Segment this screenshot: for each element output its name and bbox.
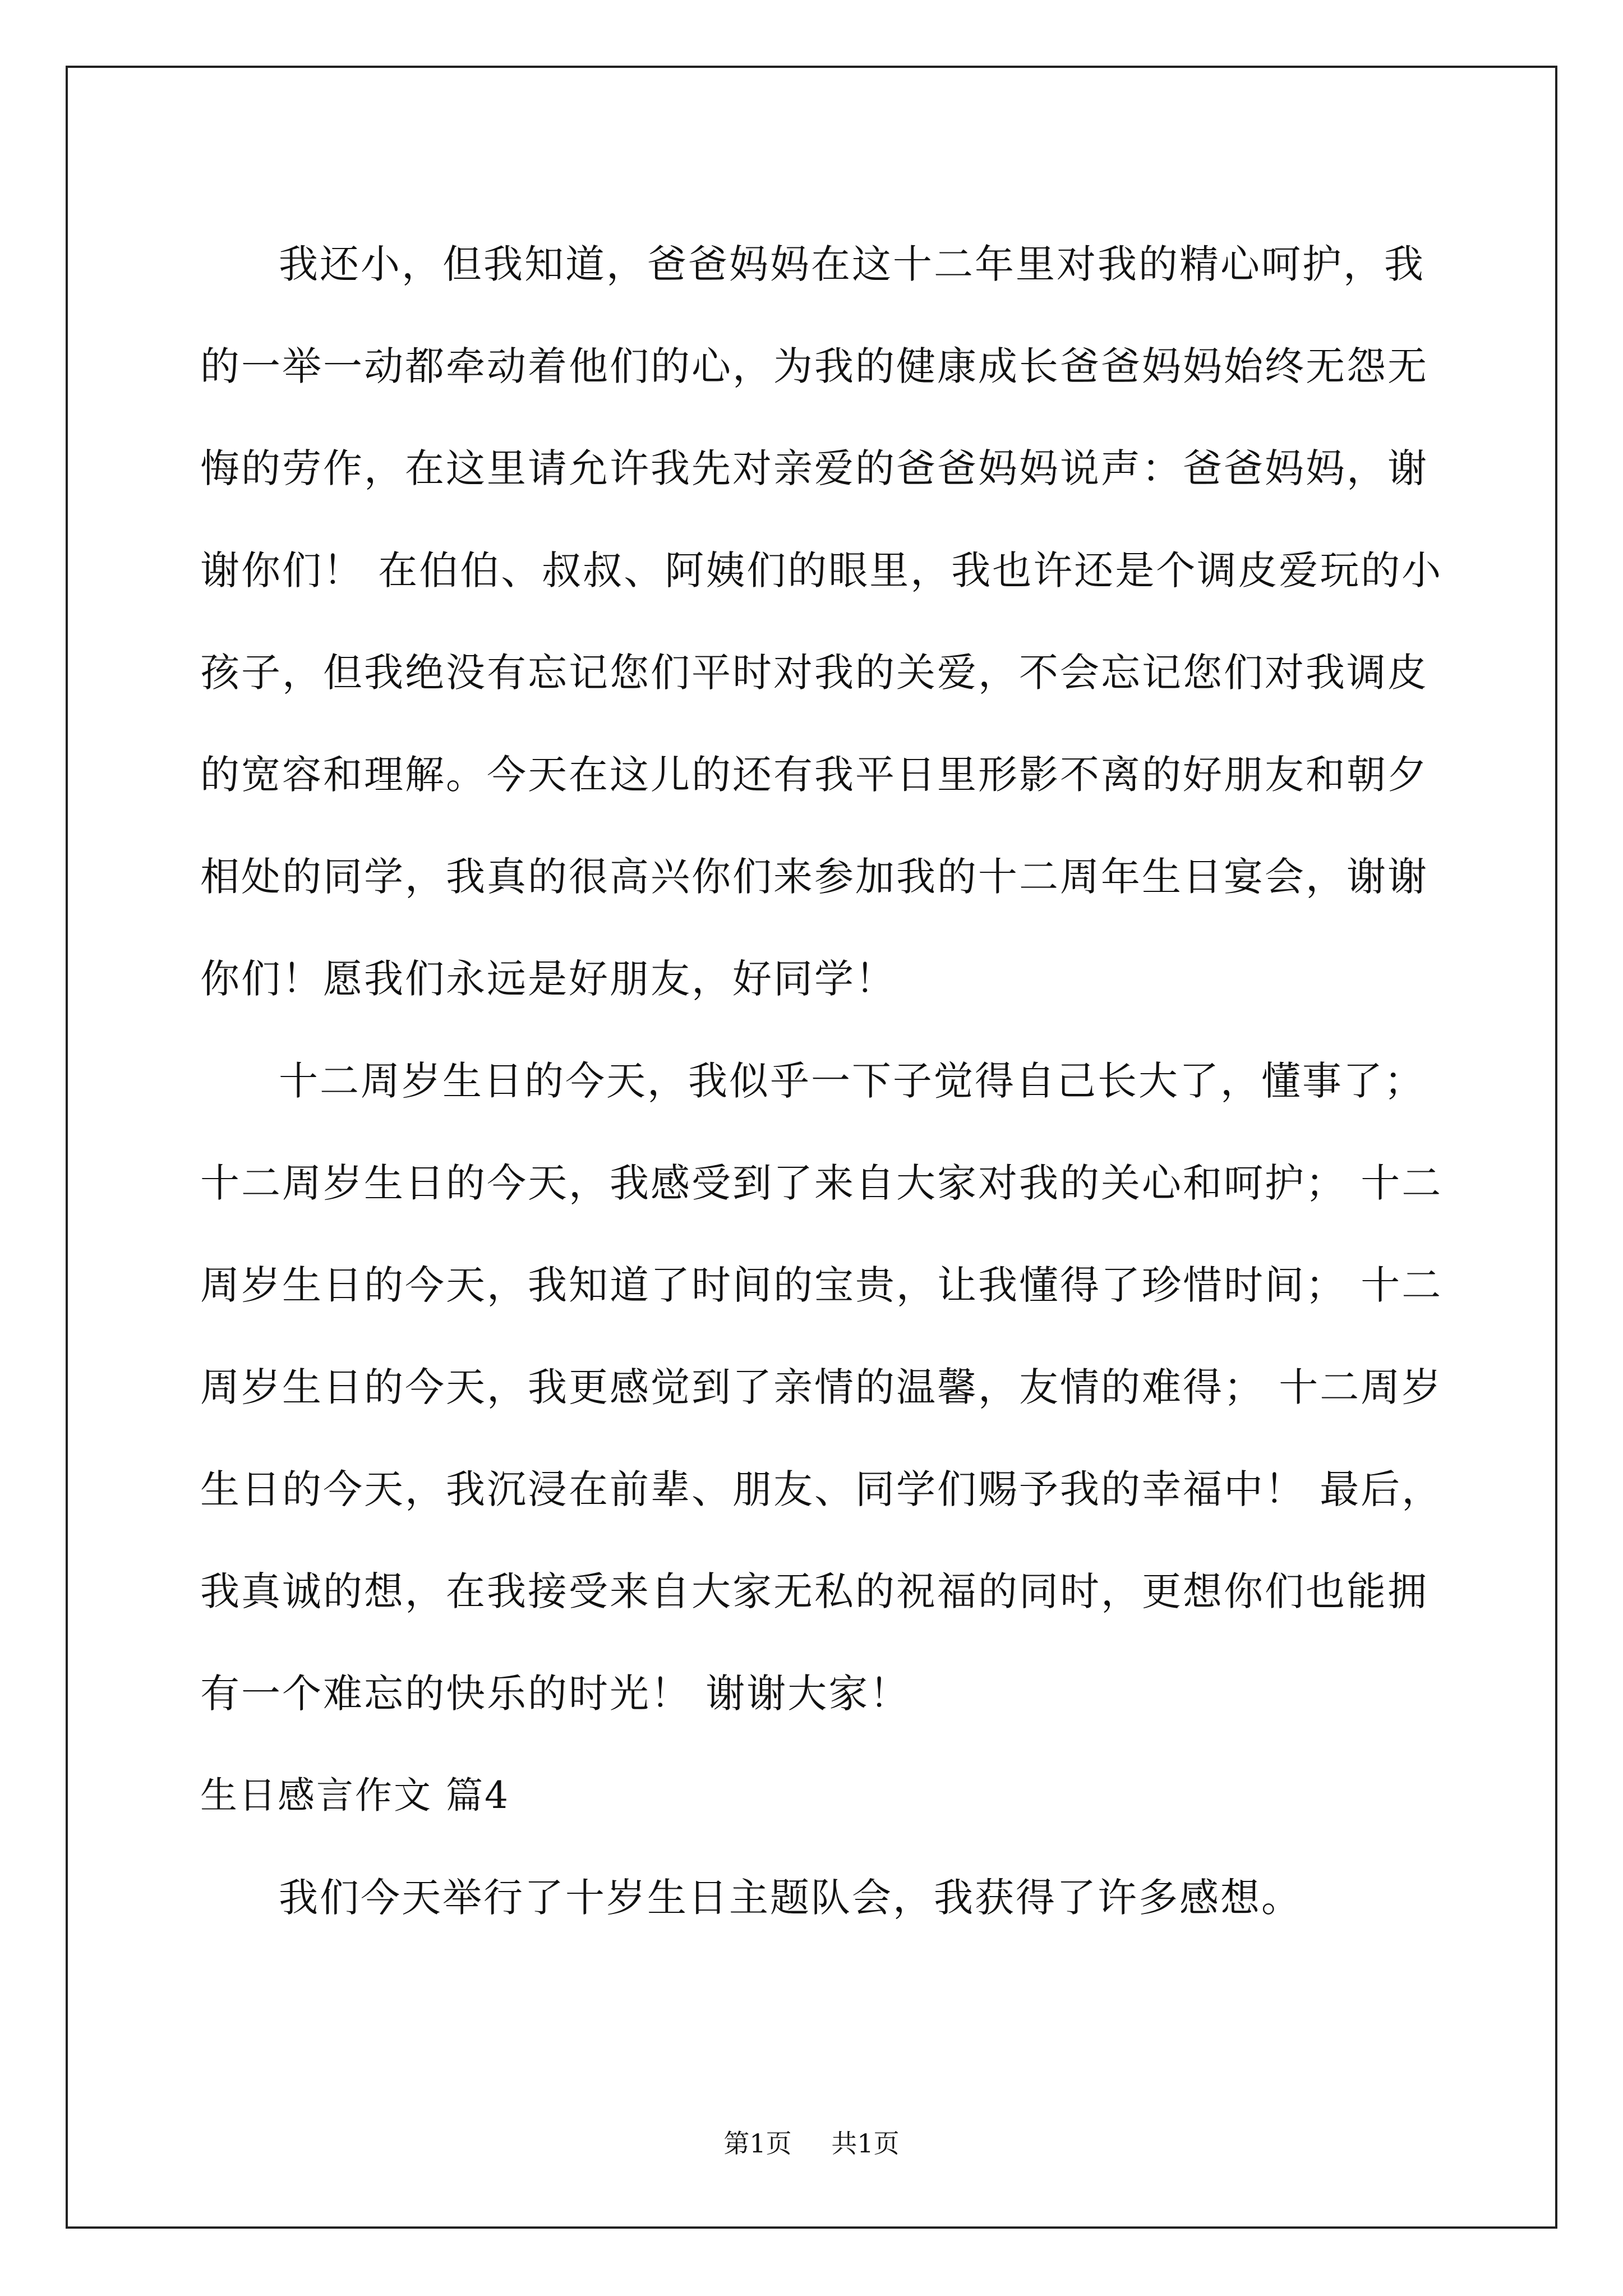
paragraph-1: 我还小，但我知道，爸爸妈妈在这十二年里对我的精心呵护，我的一举一动都牵动着他们的心，为我的健康成长爸爸妈妈始终无怨无悔的劳作，在这里请允许我先对亲爱的爸爸妈妈说声：爸爸妈妈，谢谢你们！ 在伯伯、叔叔、阿姨们的眼里，我也许还是个调皮爱玩的小孩子，但我绝没有忘记您们平时对我的关爱，不会忘记您们对我调皮的宽容和理解。今天在这儿的还有我平日里形影不离的好朋友和朝夕相处的同学，我真的很高兴你们来参加我的十二周年生日宴会，谢谢你们！愿我们永远是好朋友，好同学！ bbox=[200, 241, 1443, 1002]
page-footer bbox=[0, 2123, 1623, 2160]
paragraph-3: 我们今天举行了十岁生日主题队会，我获得了许多感想。 bbox=[279, 1875, 1302, 1921]
document-body bbox=[200, 213, 1451, 1949]
paragraph-2: 十二周岁生日的今天，我似乎一下子觉得自己长大了，懂事了；十二周岁生日的今天，我感受到了来自大家对我的关心和呵护； 十二周岁生日的今天，我知道了时间的宝贵，让我懂得了珍惜时间； 十二周岁生日的今天，我更感觉到了亲情的温馨，友情的难得； 十二周岁生日的今天，我沉浸在前辈、朋友、同学们赐予我的幸福中！ 最后，我真诚的想，在我接受来自大家无私的祝福的同时，更想你们也能拥有一个难忘的快乐的时光！ 谢谢大家！ bbox=[200, 1058, 1443, 1717]
section-heading: 生日感言作文 篇4 bbox=[200, 1774, 510, 1817]
page-total: 共1页 bbox=[831, 2128, 900, 2159]
page-number: 第1页 bbox=[723, 2128, 792, 2159]
